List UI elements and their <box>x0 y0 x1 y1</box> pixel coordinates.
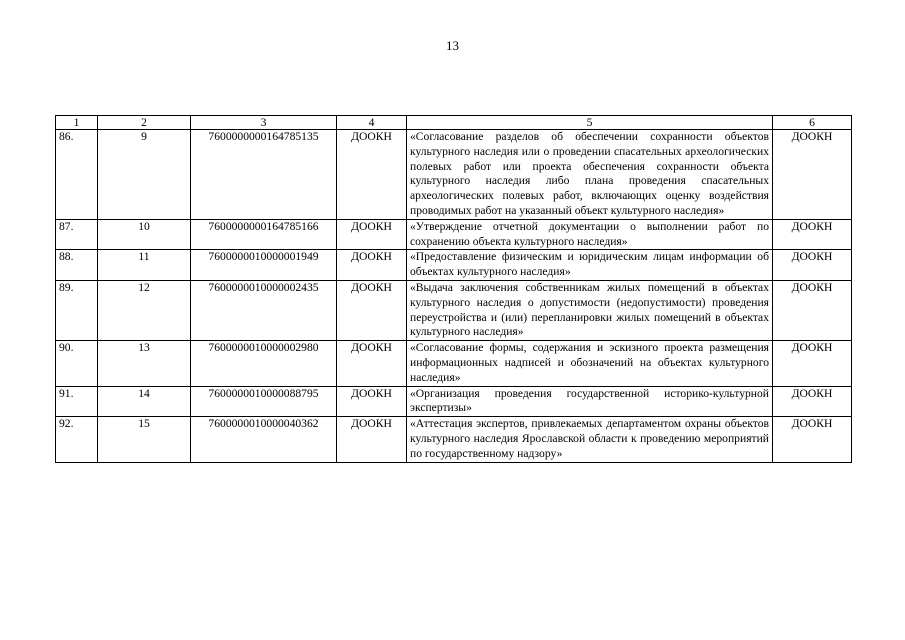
executor: ДООКН <box>773 130 852 220</box>
authority: ДООКН <box>337 219 407 250</box>
row-subnumber: 14 <box>98 386 191 417</box>
services-table <box>55 115 852 463</box>
table-row <box>56 417 852 462</box>
authority: ДООКН <box>337 386 407 417</box>
service-name: «Аттестация экспертов, привлекаемых департаментом охраны объектов культурного наследия Ярославской области к проведению мероприятий по государственному надзору» <box>407 417 773 462</box>
table-row <box>56 219 852 250</box>
service-code: 7600000010000002435 <box>191 280 337 340</box>
column-header-2: 2 <box>98 116 191 130</box>
executor: ДООКН <box>773 386 852 417</box>
row-subnumber: 9 <box>98 130 191 220</box>
table-row <box>56 280 852 340</box>
row-number: 91. <box>56 386 98 417</box>
service-code: 7600000000164785135 <box>191 130 337 220</box>
row-number: 88. <box>56 250 98 281</box>
executor: ДООКН <box>773 280 852 340</box>
column-header-5: 5 <box>407 116 773 130</box>
table-row <box>56 130 852 220</box>
service-name: «Выдача заключения собственникам жилых помещений в объектах культурного наследия о допустимости (недопустимости) проведения переустройства и (или) перепланировки жилых помещений в объектах культурного наследия» <box>407 280 773 340</box>
service-name: «Предоставление физическим и юридическим лицам информации об объектах культурного наследия» <box>407 250 773 281</box>
page-number: 13 <box>446 38 459 53</box>
row-number: 90. <box>56 341 98 386</box>
service-name: «Согласование разделов об обеспечении сохранности объектов культурного наследия или о проведении спасательных археологических полевых работ или проекта обеспечения сохранности объекта культурного наследия либо плана проведения спасательных археологических полевых работ, включающих оценку воздействия проводимых работ на указанный объект культурного наследия» <box>407 130 773 220</box>
column-header-3: 3 <box>191 116 337 130</box>
table-row <box>56 250 852 281</box>
executor: ДООКН <box>773 219 852 250</box>
column-header-4: 4 <box>337 116 407 130</box>
table-header-row <box>56 116 852 130</box>
row-subnumber: 11 <box>98 250 191 281</box>
authority: ДООКН <box>337 341 407 386</box>
service-code: 7600000010000040362 <box>191 417 337 462</box>
column-header-1: 1 <box>56 116 98 130</box>
executor: ДООКН <box>773 341 852 386</box>
column-header-6: 6 <box>773 116 852 130</box>
row-number: 86. <box>56 130 98 220</box>
row-number: 92. <box>56 417 98 462</box>
row-subnumber: 10 <box>98 219 191 250</box>
table-row <box>56 341 852 386</box>
service-code: 7600000010000002980 <box>191 341 337 386</box>
service-name: «Утверждение отчетной документации о выполнении работ по сохранению объекта культурного наследия» <box>407 219 773 250</box>
service-code: 7600000010000088795 <box>191 386 337 417</box>
authority: ДООКН <box>337 130 407 220</box>
authority: ДООКН <box>337 280 407 340</box>
row-number: 87. <box>56 219 98 250</box>
row-number: 89. <box>56 280 98 340</box>
service-code: 7600000010000001949 <box>191 250 337 281</box>
row-subnumber: 13 <box>98 341 191 386</box>
authority: ДООКН <box>337 250 407 281</box>
executor: ДООКН <box>773 250 852 281</box>
executor: ДООКН <box>773 417 852 462</box>
row-subnumber: 12 <box>98 280 191 340</box>
row-subnumber: 15 <box>98 417 191 462</box>
service-name: «Организация проведения государственной историко-культурной экспертизы» <box>407 386 773 417</box>
service-name: «Согласование формы, содержания и эскизного проекта размещения информационных надписей и обозначений на объектах культурного наследия» <box>407 341 773 386</box>
table-row <box>56 386 852 417</box>
authority: ДООКН <box>337 417 407 462</box>
service-code: 7600000000164785166 <box>191 219 337 250</box>
